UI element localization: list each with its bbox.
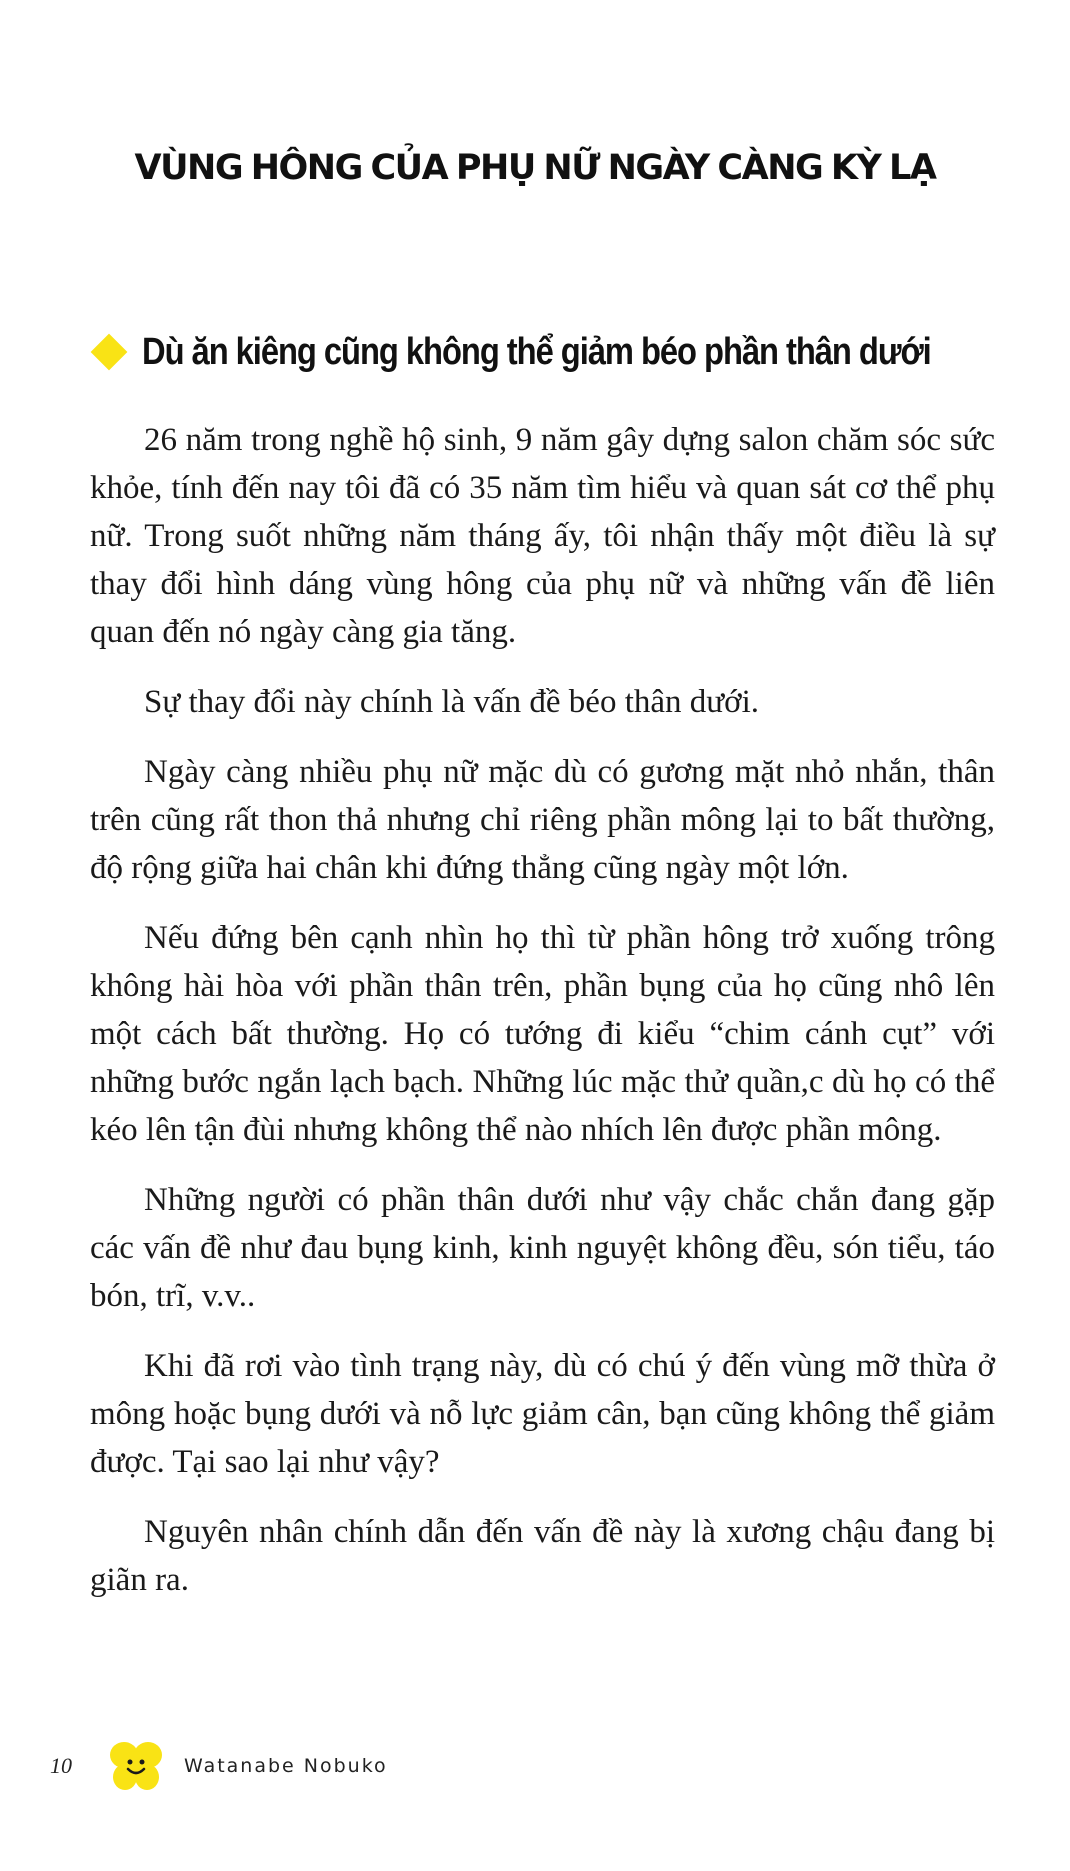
- paragraph: Sự thay đổi này chính là vấn đề béo thân dưới.: [144, 684, 760, 720]
- section-heading-text: Dù ăn kiêng cũng không thể giảm béo phần thân dưới: [142, 330, 931, 373]
- paragraph: Nguyên nhân chính dẫn đến vấn đề này là xương chậu đang bị giãn ra.: [90, 1514, 995, 1598]
- paragraph: Ngày càng nhiều phụ nữ mặc dù có gương mặt nhỏ nhắn, thân trên cũng rất thon thả nhưng chỉ riêng phần mông lại to bất thường, độ rộng giữa hai chân khi đứng thẳng cũng ngày một lớn.: [90, 754, 995, 886]
- author-name: Watanabe Nobuko: [184, 1755, 388, 1777]
- page-footer: [50, 1736, 388, 1796]
- smiling-butterfly-icon: [108, 1738, 164, 1794]
- page-number: 10: [50, 1753, 72, 1778]
- body-text: [90, 416, 995, 1626]
- paragraph: Khi đã rơi vào tình trạng này, dù có chú ý đến vùng mỡ thừa ở mông hoặc bụng dưới và nỗ lực giảm cân, bạn cũng không thể giảm được. Tại sao lại như vậy?: [90, 1348, 995, 1480]
- paragraph: Nếu đứng bên cạnh nhìn họ thì từ phần hông trở xuống trông không hài hòa với phần thân trên, phần bụng của họ cũng nhô lên một cách bất thường. Họ có tướng đi kiểu “chim cánh cụt” với những bước ngắn lạch bạch. Những lúc mặc thử quần,c dù họ có thể kéo lên tận đùi nhưng không thể nào nhích lên được phần mông.: [90, 920, 995, 1148]
- diamond-icon: [91, 334, 128, 371]
- paragraph: Những người có phần thân dưới như vậy chắc chắn đang gặp các vấn đề như đau bụng kinh, kinh nguyệt không đều, són tiểu, táo bón, trĩ, v.v..: [90, 1182, 995, 1314]
- paragraph: 26 năm trong nghề hộ sinh, 9 năm gây dựng salon chăm sóc sức khỏe, tính đến nay tôi đã có 35 năm tìm hiểu và quan sát cơ thể phụ nữ. Trong suốt những năm tháng ấy, tôi nhận thấy một điều là sự thay đổi hình dáng vùng hông của phụ nữ và những vấn đề liên quan đến nó ngày càng gia tăng.: [90, 422, 995, 650]
- chapter-title: VÙNG HÔNG CỦA PHỤ NỮ NGÀY CÀNG KỲ LẠ: [134, 148, 936, 188]
- section-heading: [88, 322, 988, 382]
